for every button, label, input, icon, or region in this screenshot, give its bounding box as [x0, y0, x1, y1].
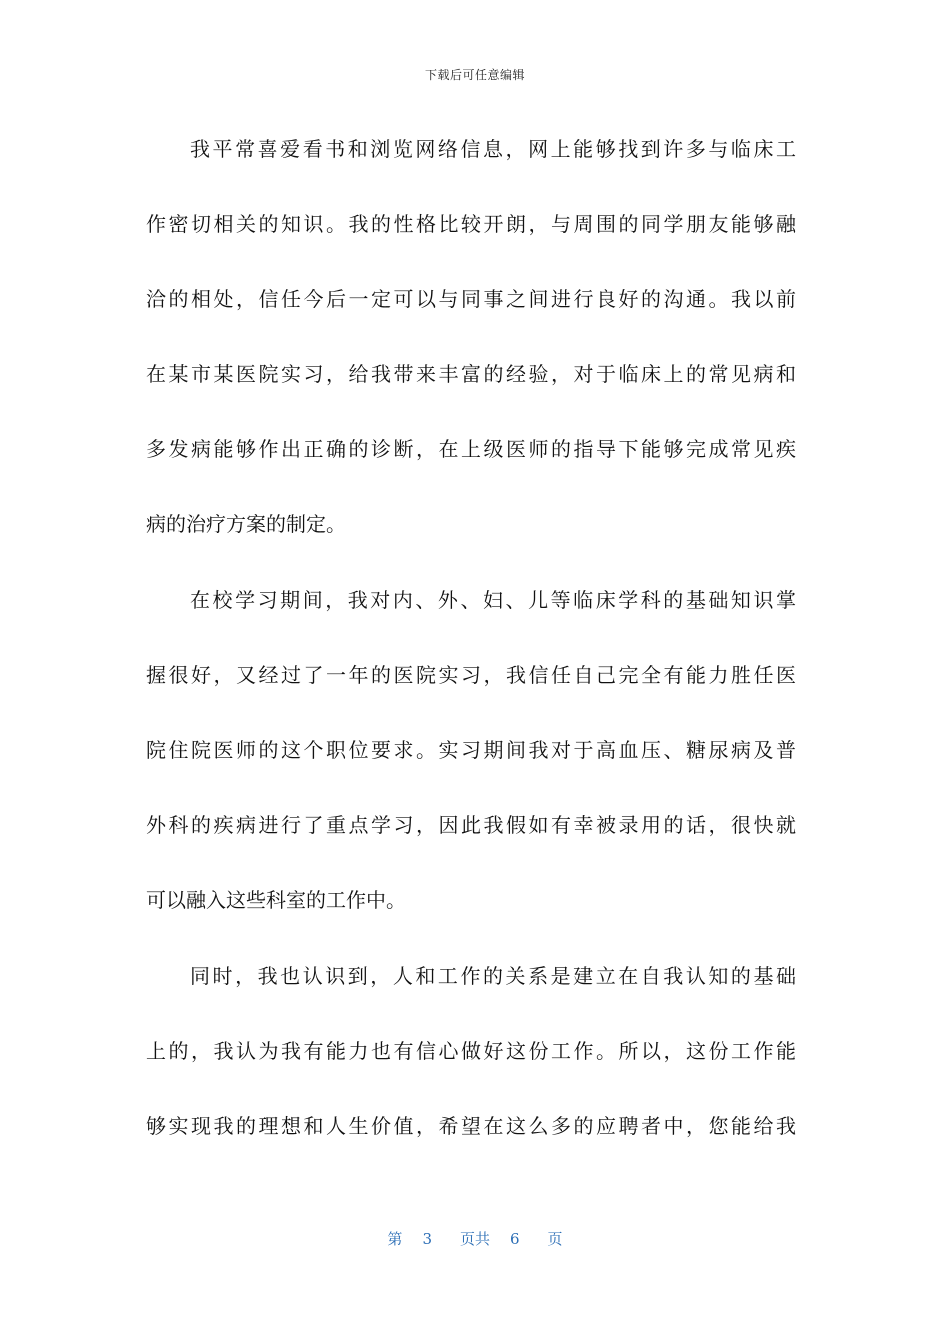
- paragraph-1-line-5: 多发病能够作出正确的诊断，在上级医师的指导下能够完成常见疾: [146, 437, 796, 461]
- paragraph-3-line-2: 上的，我认为我有能力也有信心做好这份工作。所以，这份工作能: [146, 1039, 796, 1063]
- paragraph-2-line-4: 外科的疾病进行了重点学习，因此我假如有幸被录用的话，很快就: [146, 813, 796, 837]
- page-suffix: 页: [547, 1230, 563, 1248]
- page-footer: [0, 1228, 950, 1249]
- page-prefix: 第: [387, 1230, 403, 1248]
- paragraph-3-line-1: 同时，我也认识到，人和工作的关系是建立在自我认知的基础: [190, 964, 796, 988]
- paragraph-2-line-3: 院住院医师的这个职位要求。实习期间我对于高血压、糖尿病及普: [146, 738, 796, 762]
- paragraph-3-line-3: 够实现我的理想和人生价值，希望在这么多的应聘者中，您能给我: [146, 1114, 796, 1138]
- current-page-number: 3: [422, 1230, 432, 1248]
- total-pages-number: 6: [510, 1230, 520, 1248]
- paragraph-2-line-2: 握很好，又经过了一年的医院实习，我信任自己完全有能力胜任医: [146, 663, 796, 687]
- header-note: 下载后可任意编辑: [424, 68, 525, 82]
- document-body: [146, 125, 796, 1177]
- paragraph-2-line-1: 在校学习期间，我对内、外、妇、儿等临床学科的基础知识掌: [190, 588, 796, 612]
- paragraph-1-line-2: 作密切相关的知识。我的性格比较开朗，与周围的同学朋友能够融: [146, 212, 796, 236]
- paragraph-1-line-4: 在某市某医院实习，给我带来丰富的经验，对于临床上的常见病和: [146, 362, 796, 386]
- paragraph-1-line-6: 病的治疗方案的制定。: [146, 512, 346, 536]
- paragraph-1-line-1: 我平常喜爱看书和浏览网络信息，网上能够找到许多与临床工: [190, 137, 796, 161]
- paragraph-2-line-5: 可以融入这些科室的工作中。: [146, 888, 406, 912]
- paragraph-1-line-3: 洽的相处，信任今后一定可以与同事之间进行良好的沟通。我以前: [146, 287, 796, 311]
- page-middle: 页共: [459, 1230, 490, 1248]
